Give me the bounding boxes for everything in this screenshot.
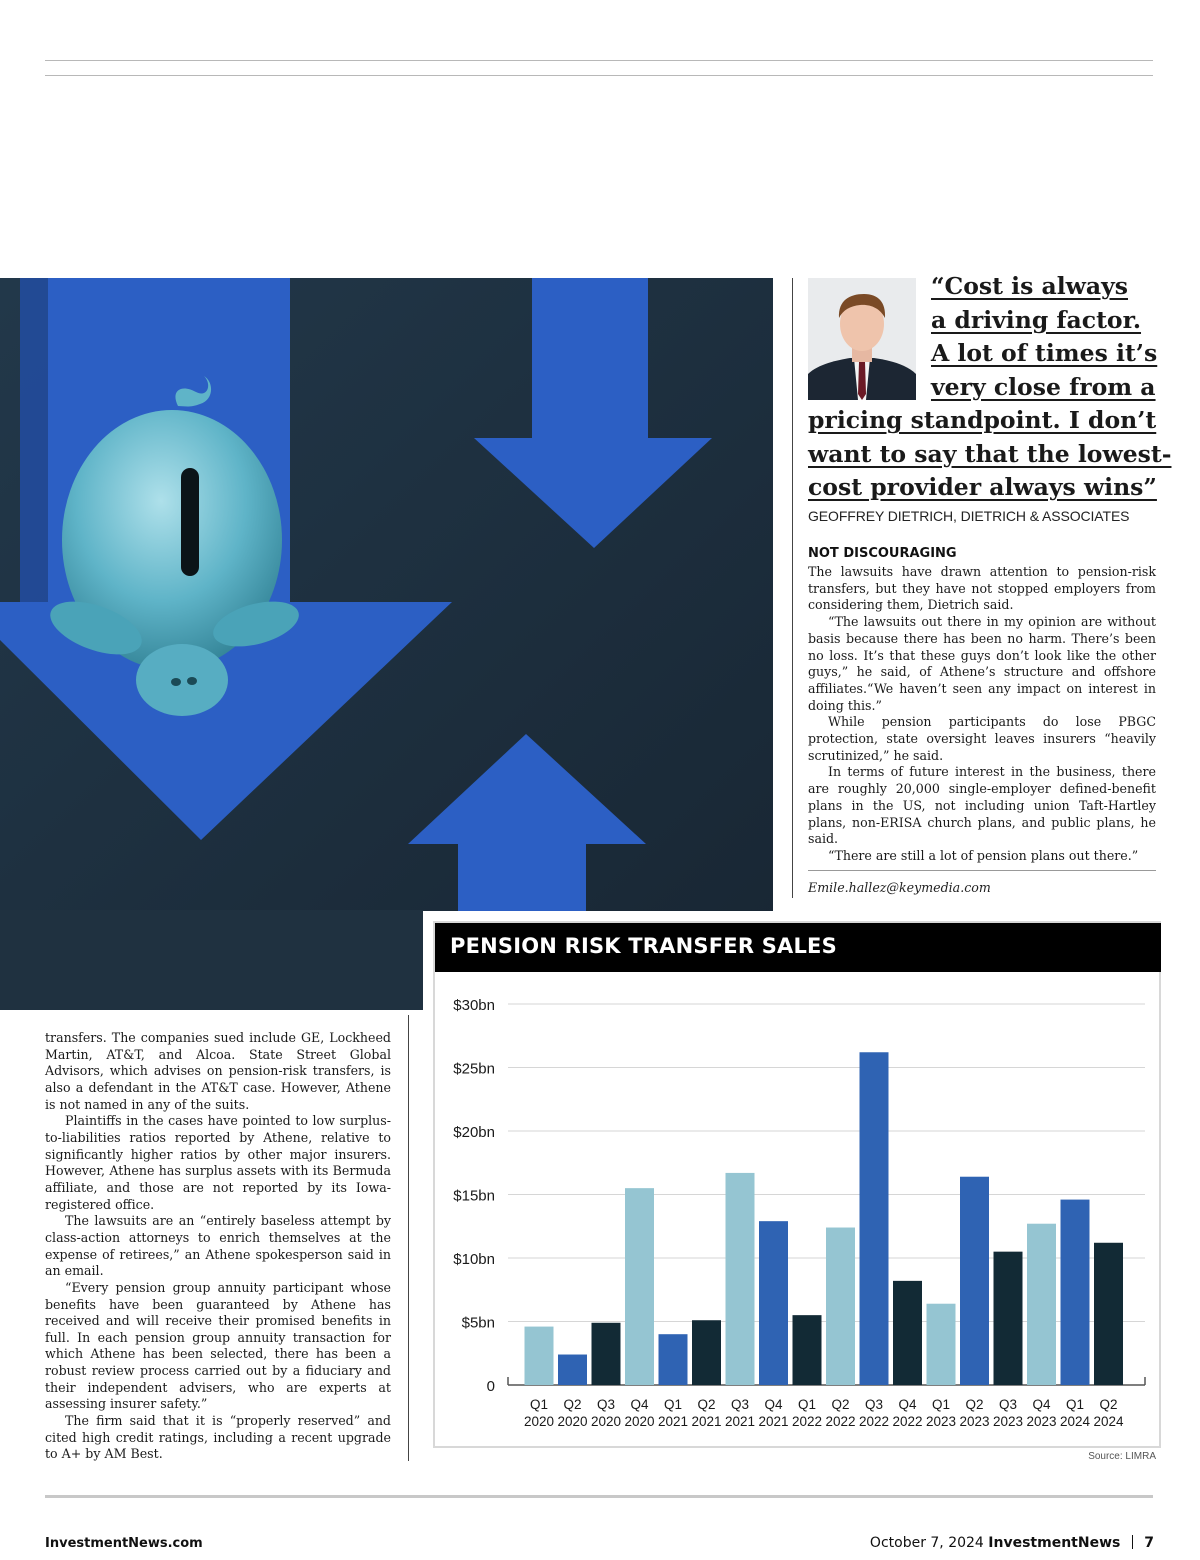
x-tick-label: 2020	[590, 1414, 622, 1429]
body-paragraph: While pension participants do lose PBGC protection, state oversight leaves insurers “heavily scrutinized,” he said.	[808, 714, 1156, 763]
x-tick-label: 2022	[892, 1414, 923, 1429]
bar-chart	[435, 972, 1161, 1448]
chart-container	[423, 911, 1163, 1448]
bar	[659, 1334, 688, 1385]
x-tick-label: 2022	[825, 1414, 856, 1429]
chart-frame	[433, 921, 1161, 1448]
y-tick-label: $30bn	[453, 997, 495, 1014]
x-tick-label: Q1	[1065, 1397, 1085, 1412]
column-divider-right	[792, 278, 793, 898]
body-paragraph: The lawsuits have drawn attention to pension-risk transfers, but they have not stopped employers from considering them, Dietrich said.	[808, 564, 1156, 613]
x-tick-label: Q1	[797, 1397, 817, 1412]
bar	[592, 1323, 621, 1385]
body-paragraph: “Every pension group annuity participant whose benefits have been guaranteed by Athene has received and will receive their promised benefits in full. In each pension group annuity transaction for which Athene has been selected, there has been a robust review process carried out by a fiduciary and their independent advisers, who are experts at assessing insurer safety.”	[45, 1279, 391, 1412]
x-tick-label: Q4	[1032, 1397, 1051, 1412]
x-tick-label: 2020	[624, 1414, 655, 1429]
y-tick-label: $5bn	[461, 1314, 495, 1332]
x-tick-label: 2022	[791, 1414, 823, 1429]
y-tick-label: $10bn	[453, 1251, 495, 1268]
body-paragraph: transfers. The companies sued include GE, Lockheed Martin, AT&T, and Alcoa. State Street Global Advisors, which advises on pension-risk transfers, is also a defendant in the AT&T case. However, Athene is not named in any of the suits.	[45, 1030, 391, 1112]
y-tick-label: 0	[486, 1378, 495, 1395]
x-tick-label: 2023	[992, 1414, 1024, 1429]
y-tick-label: $25bn	[453, 1060, 495, 1078]
bar	[860, 1052, 889, 1385]
x-tick-label: Q2	[965, 1397, 984, 1412]
footer-site: InvestmentNews.com	[45, 1536, 203, 1551]
x-tick-label: 2020	[523, 1414, 555, 1429]
top-rule-2	[45, 75, 1153, 76]
x-tick-label: 2024	[1059, 1414, 1091, 1429]
bar	[558, 1355, 587, 1385]
x-tick-label: 2021	[758, 1414, 789, 1429]
arrows-piggy-bank-illustration	[0, 278, 773, 1010]
chart-source: Source: LIMRA	[1088, 1451, 1156, 1462]
body-paragraph: “There are still a lot of pension plans out there.”	[828, 847, 1139, 863]
author-email[interactable]: Emile.hallez@keymedia.com	[808, 880, 991, 895]
x-tick-label: 2023	[925, 1414, 957, 1429]
x-tick-label: Q4	[764, 1397, 783, 1412]
y-tick-label: $20bn	[453, 1124, 495, 1141]
x-tick-label: 2020	[557, 1414, 588, 1429]
bar	[793, 1315, 822, 1385]
top-rule-1	[45, 60, 1153, 61]
pull-quote-line: very close from a	[931, 372, 1156, 401]
body-paragraph: In terms of future interest in the business, there are roughly 20,000 single-employer defined-benefit plans in the US, not including union Taft-Hartley plans, non-ERISA church plans, and public plans, he said.	[808, 764, 1156, 847]
pull-quote-line: “Cost is always	[931, 272, 1128, 300]
hero-illustration	[0, 278, 773, 1010]
x-tick-label: Q1	[663, 1397, 683, 1412]
bar	[994, 1252, 1023, 1385]
left-column-text	[45, 1030, 391, 1463]
pull-quote-line: A lot of times it’s	[931, 339, 1158, 367]
footer-rule	[45, 1495, 1153, 1498]
x-tick-label: Q2	[1099, 1397, 1118, 1412]
x-tick-label: Q3	[998, 1397, 1018, 1412]
page-number: 7	[1144, 1535, 1154, 1551]
x-tick-label: 2023	[1026, 1414, 1057, 1429]
x-tick-label: Q4	[630, 1397, 649, 1412]
body-paragraph: “The lawsuits out there in my opinion are without basis because there has been no harm. There’s been no loss. It’s that these guys don’t look like the other guys,” he said, of Athene’s structure and offshore affiliates.“We haven’t seen any impact on interest in doing this.”	[808, 614, 1156, 713]
y-tick-label: $15bn	[453, 1187, 495, 1205]
x-tick-label: Q3	[596, 1397, 616, 1412]
x-tick-label: 2024	[1093, 1414, 1124, 1429]
bar	[759, 1221, 788, 1385]
footer-info	[870, 1535, 1154, 1551]
bar	[525, 1327, 554, 1385]
bar	[1027, 1224, 1056, 1385]
pull-quote	[808, 270, 1172, 505]
pull-quote-line: want to say that the lowest-	[808, 439, 1172, 468]
x-tick-label: Q4	[898, 1397, 917, 1412]
bar	[927, 1304, 956, 1385]
x-tick-label: Q3	[730, 1397, 750, 1412]
body-paragraph: The lawsuits are an “entirely baseless attempt by class-action attorneys to enrich themselves at the expense of retirees,” an Athene spokesperson said in an email.	[45, 1213, 391, 1279]
bar	[625, 1188, 654, 1385]
x-tick-label: Q1	[931, 1397, 951, 1412]
bar	[893, 1281, 922, 1385]
hero-illustration-lower	[0, 910, 423, 1010]
x-tick-label: Q1	[529, 1397, 549, 1412]
bar	[1094, 1243, 1123, 1385]
body-paragraph: Plaintiffs in the cases have pointed to low surplus-to-liabilities ratios reported by Athene, relative to significantly higher ratios by other major insurers. However, Athene has surplus assets with its Bermuda affiliate, and those are not reported by its Iowa-registered office.	[45, 1113, 391, 1212]
byline-rule	[808, 870, 1156, 871]
pull-quote-line: cost provider always wins”	[808, 473, 1157, 501]
footer-date: October 7, 2024	[869, 1535, 984, 1551]
column-divider-left	[408, 1015, 409, 1461]
quote-attribution: GEOFFREY DIETRICH, DIETRICH & ASSOCIATES	[808, 508, 1130, 524]
x-tick-label: 2021	[724, 1414, 756, 1429]
bar	[692, 1320, 721, 1385]
x-tick-label: 2022	[858, 1414, 890, 1429]
bar	[1061, 1200, 1090, 1385]
body-paragraph: The firm said that it is “properly reserved” and cited high credit ratings, including a recent upgrade to A+ by AM Best.	[45, 1413, 391, 1462]
bar	[826, 1228, 855, 1385]
footer-separator	[1132, 1535, 1133, 1549]
x-tick-label: Q2	[697, 1397, 716, 1412]
x-tick-label: Q3	[864, 1397, 884, 1412]
x-tick-label: 2021	[657, 1414, 689, 1429]
x-tick-label: Q2	[831, 1397, 850, 1412]
chart-title-bar	[435, 923, 1161, 972]
x-tick-label: Q2	[563, 1397, 582, 1412]
bar	[960, 1177, 989, 1385]
right-column-text	[808, 564, 1156, 865]
pull-quote-line: a driving factor.	[931, 305, 1142, 334]
chart-title: PENSION RISK TRANSFER SALES	[450, 934, 837, 958]
x-tick-label: 2021	[691, 1414, 722, 1429]
section-subhead: NOT DISCOURAGING	[808, 546, 957, 561]
pull-quote-line: pricing standpoint. I don’t	[808, 406, 1157, 434]
x-tick-label: 2023	[959, 1414, 990, 1429]
footer-publication: InvestmentNews	[988, 1535, 1121, 1551]
bar	[726, 1173, 755, 1385]
